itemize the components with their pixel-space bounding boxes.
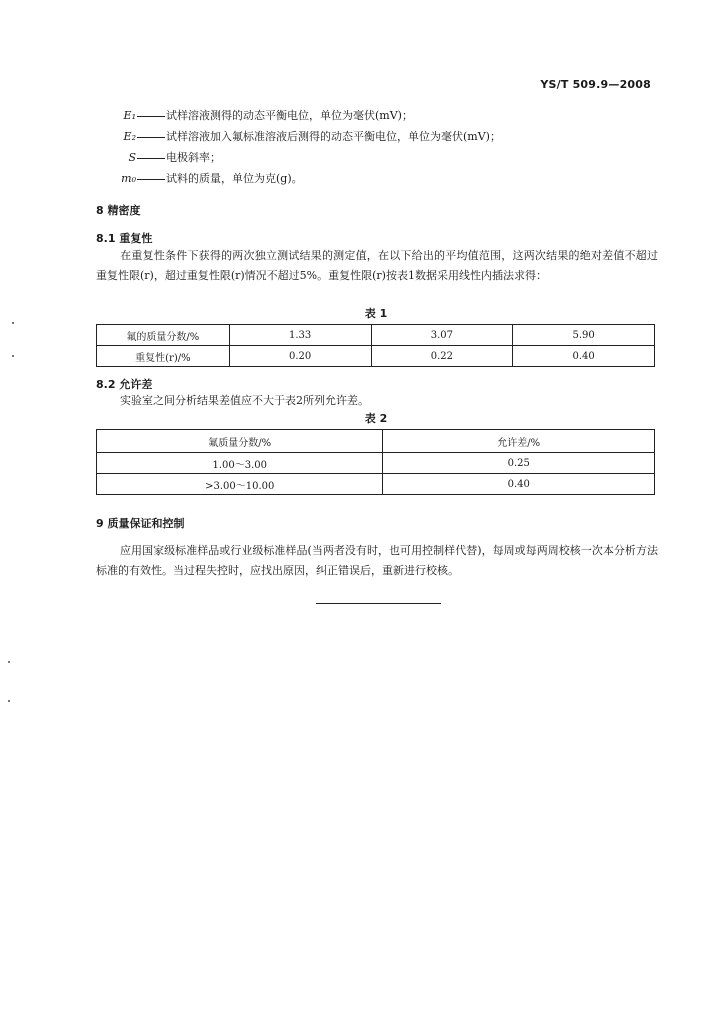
- definition-m0: [118, 168, 501, 189]
- table-1-caption: 表 1: [364, 307, 388, 320]
- table-cell: 5.90: [513, 325, 655, 346]
- section-8-2-body: [96, 391, 658, 411]
- table-cell: >3.00～10.00: [97, 474, 383, 495]
- table-cell: 氟的质量分数/%: [97, 325, 230, 346]
- scan-speck: [12, 322, 14, 324]
- table-cell: 1.33: [229, 325, 371, 346]
- em-dash: [137, 158, 165, 159]
- table-header-cell: 允许差/%: [383, 430, 655, 453]
- end-rule: [316, 603, 441, 604]
- section-8-2-heading: 8.2 允许差: [96, 378, 153, 391]
- scan-speck: [12, 355, 14, 357]
- document-code: YS/T 509.9—2008: [540, 78, 651, 91]
- scan-speck: [8, 661, 10, 663]
- definition-symbol: E₂: [123, 130, 136, 143]
- table-row: [97, 346, 655, 367]
- definition-s: [118, 147, 501, 168]
- definition-text: 电极斜率；: [166, 151, 221, 164]
- section-9-heading: 9 质量保证和控制: [96, 517, 185, 530]
- table-2: [96, 429, 655, 495]
- table-2-caption: 表 2: [364, 412, 388, 425]
- table-cell: 0.22: [371, 346, 513, 367]
- em-dash: [137, 137, 165, 138]
- table-cell: 3.07: [371, 325, 513, 346]
- section-8-heading: 8 精密度: [96, 204, 141, 217]
- definition-symbol: m₀: [121, 172, 136, 185]
- table-1: [96, 324, 655, 367]
- table-cell: 0.20: [229, 346, 371, 367]
- definition-e1: [118, 105, 501, 126]
- definition-text: 试料的质量，单位为克(g)。: [166, 172, 303, 185]
- table-row: [97, 474, 655, 495]
- em-dash: [137, 116, 165, 117]
- table-cell: 0.40: [513, 346, 655, 367]
- definition-e2: [118, 126, 501, 147]
- table-row: [97, 453, 655, 474]
- table-cell: 重复性(r)/%: [97, 346, 230, 367]
- em-dash: [137, 179, 165, 180]
- section-9-body: [96, 541, 658, 581]
- symbol-definitions: [118, 105, 501, 189]
- table-cell: 0.40: [383, 474, 655, 495]
- definition-symbol: E₁: [123, 109, 136, 122]
- table-row: [97, 325, 655, 346]
- section-8-2-text: 实验室之间分析结果差值应不大于表2所列允许差。: [120, 394, 369, 407]
- section-8-1-body: [96, 246, 658, 286]
- definition-text: 试样溶液加入氟标准溶液后测得的动态平衡电位，单位为毫伏(mV)；: [166, 130, 501, 143]
- table-header-cell: 氟质量分数/%: [97, 430, 383, 453]
- definition-symbol: S: [128, 151, 136, 164]
- table-cell: 1.00～3.00: [97, 453, 383, 474]
- definition-text: 试样溶液测得的动态平衡电位，单位为毫伏(mV)；: [166, 109, 413, 122]
- section-8-1-heading: 8.1 重复性: [96, 232, 153, 245]
- scan-speck: [8, 700, 10, 702]
- table-cell: 0.25: [383, 453, 655, 474]
- section-9-text: 应用国家级标准样品或行业级标准样品(当两者没有时，也可用控制样代替)，每周或每两周校核一次本分析方法标准的有效性。当过程失控时，应找出原因，纠正错误后，重新进行校核。: [96, 544, 658, 577]
- table-header-row: [97, 430, 655, 453]
- section-8-1-text: 在重复性条件下获得的两次独立测试结果的测定值，在以下给出的平均值范围，这两次结果的绝对差值不超过重复性限(r)，超过重复性限(r)情况不超过5%。重复性限(r)按表1数据采用线性内插法求得：: [96, 249, 658, 282]
